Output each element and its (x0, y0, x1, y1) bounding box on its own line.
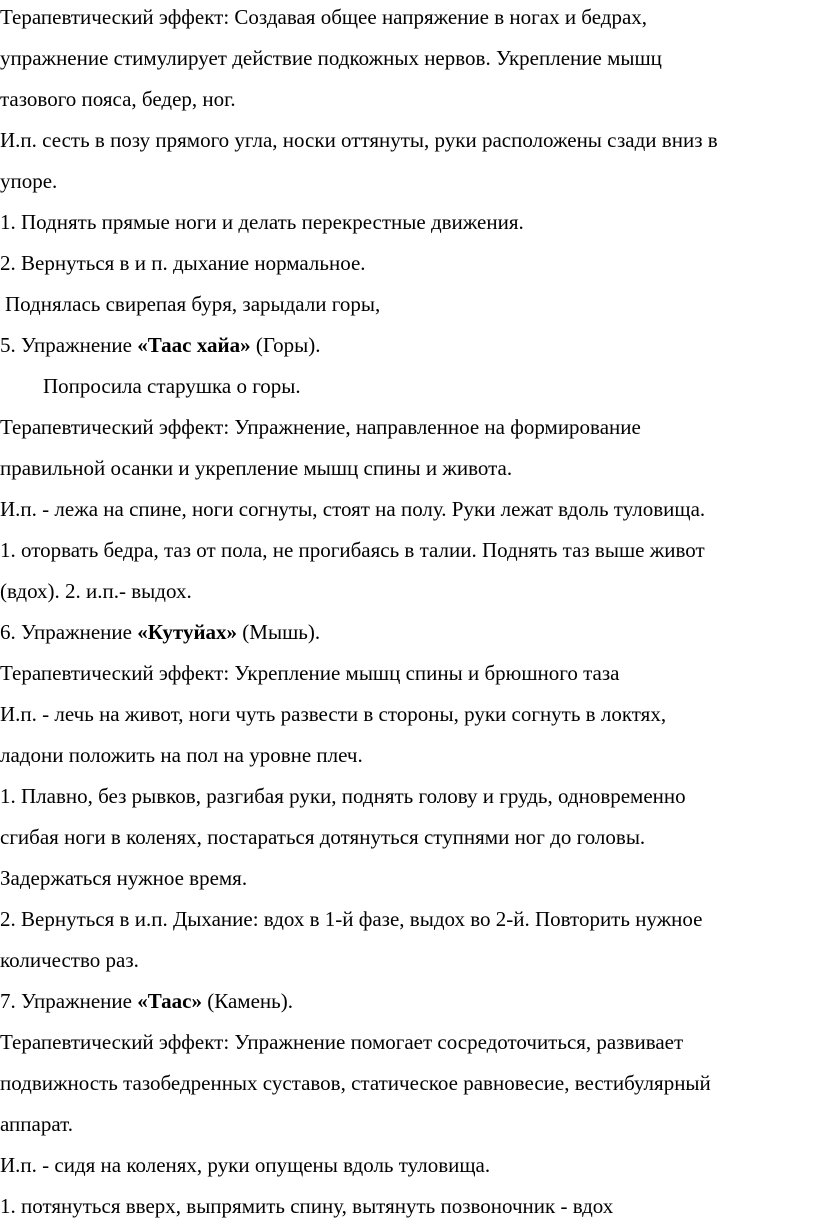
exercise-heading: 7. Упражнение «Таас» (Камень). (0, 989, 293, 1013)
text-line: подвижность тазобедренных суставов, статическое равновесие, вестибулярный (0, 1071, 711, 1095)
text-line: Терапевтический эффект: Укрепление мышц спины и брюшного таза (0, 661, 620, 685)
text-line: Терапевтический эффект: Создавая общее напряжение в ногах и бедрах, (0, 5, 648, 29)
exercise-heading: 5. Упражнение «Таас хайа» (Горы). (0, 333, 321, 357)
text-line: Терапевтический эффект: Упражнение, направленное на формирование (0, 415, 641, 439)
text-line: 2. Вернуться в и.п. Дыхание: вдох в 1-й фазе, выдох во 2-й. Повторить нужное (0, 907, 703, 931)
text-line: сгибая ноги в коленях, постараться дотянуться ступнями ног до головы. (0, 825, 646, 849)
text-line: 1. потянуться вверх, выпрямить спину, вытянуть позвоночник - вдох (0, 1194, 614, 1218)
text-line: упоре. (0, 169, 58, 193)
text-line: упражнение стимулирует действие подкожных нервов. Укрепление мышц (0, 46, 662, 70)
text-line: Терапевтический эффект: Упражнение помогает сосредоточиться, развивает (0, 1030, 684, 1054)
exercise-heading: 6. Упражнение «Кутуйах» (Мышь). (0, 620, 321, 644)
text-line: количество раз. (0, 948, 139, 972)
text-line: И.п. - лежа на спине, ноги согнуты, стоят на полу. Руки лежат вдоль туловища. (0, 497, 706, 521)
text-line: 1. Поднять прямые ноги и делать перекрестные движения. (0, 210, 524, 234)
text-line: 2. Вернуться в и п. дыхание нормальное. (0, 251, 366, 275)
text-line: ладони положить на пол на уровне плеч. (0, 743, 363, 767)
text-line: Попросила старушка о горы. (43, 374, 301, 398)
text-line: 1. Плавно, без рывков, разгибая руки, поднять голову и грудь, одновременно (0, 784, 686, 808)
exercise-name: «Таас» (137, 989, 203, 1013)
text-line: И.п. сесть в позу прямого угла, носки оттянуты, руки расположены сзади вниз в (0, 128, 718, 152)
text-line: Поднялась свирепая буря, зарыдали горы, (5, 292, 381, 316)
exercise-name: «Кутуйах» (137, 620, 238, 644)
text-line: 1. оторвать бедра, таз от пола, не прогибаясь в талии. Поднять таз выше живот (0, 538, 705, 562)
exercise-name: «Таас хайа» (137, 333, 251, 357)
text-line: Задержаться нужное время. (0, 866, 248, 890)
text-line: (вдох). 2. и.п.- выдох. (0, 579, 192, 603)
text-line: И.п. - лечь на живот, ноги чуть развести в стороны, руки согнуть в локтях, (0, 702, 667, 726)
text-line: тазового пояса, бедер, ног. (0, 87, 236, 111)
text-line: аппарат. (0, 1112, 73, 1136)
text-line: И.п. - сидя на коленях, руки опущены вдоль туловища. (0, 1153, 491, 1177)
text-line: правильной осанки и укрепление мышц спины и живота. (0, 456, 513, 480)
